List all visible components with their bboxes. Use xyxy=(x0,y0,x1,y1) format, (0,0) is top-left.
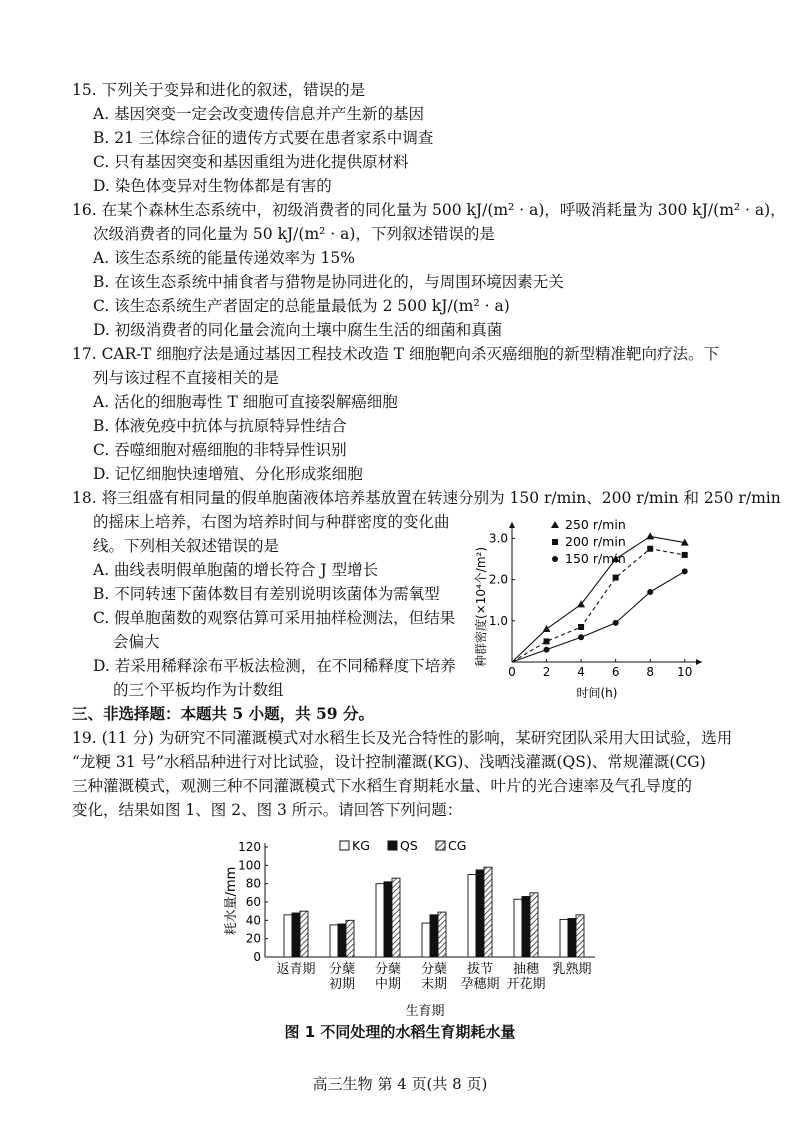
x-tick-label: 8 xyxy=(646,665,655,679)
y-tick-label: 40 xyxy=(245,913,261,928)
series-point-0 xyxy=(543,625,551,632)
category-label: 乳熟期 xyxy=(552,962,592,977)
legend-marker-2 xyxy=(552,556,558,562)
figure-1-caption: 图 1 不同处理的水稻生育期耗水量 xyxy=(284,1023,516,1041)
bar-KG xyxy=(514,899,522,957)
q16-option-b: B. 在该生态系统中捕食者与猎物是协同进化的，与周围环境因素无关 xyxy=(93,273,564,291)
bar-chart-ylabel: 耗水量/mm xyxy=(224,866,239,936)
q17-option-a: A. 活化的细胞毒性 T 细胞可直接裂解癌细胞 xyxy=(93,393,398,411)
bar-QS xyxy=(384,882,392,957)
series-point-1 xyxy=(647,546,653,552)
series-point-1 xyxy=(613,575,619,581)
legend-marker-0 xyxy=(551,521,559,528)
legend-label-1: 200 r/min xyxy=(565,534,626,549)
series-point-0 xyxy=(646,532,654,539)
x-tick-label: 10 xyxy=(677,665,693,679)
x-tick-label: 0 xyxy=(508,665,516,679)
category-label: 初期 xyxy=(328,977,356,992)
q17-option-d: D. 记忆细胞快速增殖、分化形成浆细胞 xyxy=(93,465,363,483)
y-tick-label: 60 xyxy=(245,895,261,909)
legend-label-QS: QS xyxy=(400,838,418,853)
y-tick-label: 120 xyxy=(238,840,261,854)
q18-option-b: B. 不同转速下菌体数目有差别说明该菌体为需氧型 xyxy=(93,585,440,603)
bar-CG xyxy=(530,893,538,957)
q18-stem-line1: 18. 将三组盛有相同量的假单胞菌液体培养基放置在转速分别为 150 r/min、200 r/min 和 250 r/min xyxy=(72,489,781,507)
y-tick-label: 2.0 xyxy=(488,572,508,587)
series-point-1 xyxy=(544,638,550,644)
bar-chart-xlabel: 生育期 xyxy=(405,1004,445,1019)
category-label: 分蘖 xyxy=(420,962,448,977)
q18-option-d-line2: 的三个平板均作为计数组 xyxy=(113,681,284,699)
category-label: 末期 xyxy=(420,977,448,992)
y-tick-label: 0 xyxy=(253,950,261,964)
bar-KG xyxy=(560,919,568,957)
category-label: 抽穗 xyxy=(512,962,540,977)
category-label: 返青期 xyxy=(276,962,316,977)
x-tick-label: 2 xyxy=(542,665,551,679)
q17-option-b: B. 体液免疫中抗体与抗原特异性结合 xyxy=(93,417,347,435)
page-footer: 高三生物 第 4 页(共 8 页) xyxy=(312,1075,488,1093)
q19-line4: 变化，结果如图 1、图 2、图 3 所示。请回答下列问题： xyxy=(72,801,463,819)
category-label: 拔节 xyxy=(466,962,494,977)
q16-stem-line2: 次级消费者的同化量为 50 kJ/(m² · a)，下列叙述错误的是 xyxy=(93,225,495,243)
y-tick-label: 100 xyxy=(238,858,261,873)
q15-option-b: B. 21 三体综合征的遗传方式要在患者家系中调查 xyxy=(93,129,434,147)
bar-CG xyxy=(484,867,492,957)
q18-option-c-line2: 会偏大 xyxy=(113,633,160,651)
bar-CG xyxy=(392,878,400,957)
bar-KG xyxy=(422,923,430,957)
y-tick-label: 80 xyxy=(245,876,261,891)
q19-line2: “龙粳 31 号”水稻品种进行对比试验，设计控制灌溉(KG)、浅晒浅灌溉(QS)、常规灌溉(CG) xyxy=(72,753,706,771)
line-chart-ylabel: 种群密度(×10⁴个/m²) xyxy=(474,546,488,668)
category-label: 开花期 xyxy=(506,977,546,992)
bar-QS xyxy=(568,919,576,958)
category-label: 孕穗期 xyxy=(460,977,500,992)
bar-KG xyxy=(468,875,476,958)
bar-QS xyxy=(476,870,484,957)
q18-option-c-line1: C. 假单胞菌数的观察估算可采用抽样检测法，但结果 xyxy=(93,609,456,627)
series-point-2 xyxy=(613,620,619,626)
q18-stem-line3: 线。下列相关叙述错误的是 xyxy=(93,537,280,555)
bar-QS xyxy=(338,924,346,957)
water-consumption-bar-chart xyxy=(215,833,595,1021)
q17-stem-line2: 列与该过程不直接相关的是 xyxy=(93,369,280,387)
series-point-2 xyxy=(544,647,550,653)
population-density-line-chart xyxy=(455,515,710,700)
bar-CG xyxy=(438,912,446,957)
bar-CG xyxy=(346,920,354,957)
y-tick-label: 3.0 xyxy=(488,531,508,546)
legend-swatch-QS xyxy=(388,841,397,850)
bar-CG xyxy=(576,915,584,957)
legend-swatch-CG xyxy=(436,841,445,850)
series-point-2 xyxy=(578,634,584,640)
q18-stem-line2: 的摇床上培养，右图为培养时间与种群密度的变化曲 xyxy=(93,513,450,531)
bar-QS xyxy=(430,915,438,957)
q16-option-d: D. 初级消费者的同化量会流向土壤中腐生生活的细菌和真菌 xyxy=(93,321,503,339)
q18-option-a: A. 曲线表明假单胞菌的增长符合 J 型增长 xyxy=(93,561,379,579)
series-line-2 xyxy=(512,571,685,662)
series-point-1 xyxy=(578,624,584,630)
q15-option-d: D. 染色体变异对生物体都是有害的 xyxy=(93,177,332,195)
q18-option-d-line1: D. 若采用稀释涂布平板法检测，在不同稀释度下培养 xyxy=(93,657,456,675)
category-label: 中期 xyxy=(374,977,402,992)
q16-stem-line1: 16. 在某个森林生态系统中，初级消费者的同化量为 500 kJ/(m² · a)，呼吸消耗量为 300 kJ/(m² · a)， xyxy=(72,201,786,219)
series-point-2 xyxy=(647,589,653,595)
y-tick-label: 20 xyxy=(245,931,261,946)
x-axis-arrow xyxy=(696,659,702,665)
bar-QS xyxy=(522,897,530,958)
x-tick-label: 4 xyxy=(577,665,585,679)
q17-option-c: C. 吞噬细胞对癌细胞的非特异性识别 xyxy=(93,441,347,459)
legend-label-0: 250 r/min xyxy=(565,517,626,532)
x-tick-label: 6 xyxy=(611,665,620,679)
y-axis-arrow xyxy=(509,522,515,528)
legend-swatch-KG xyxy=(340,841,349,850)
category-label: 分蘖 xyxy=(374,962,402,977)
legend-label-KG: KG xyxy=(352,838,370,853)
bar-KG xyxy=(284,915,292,957)
series-point-1 xyxy=(682,552,688,558)
bar-KG xyxy=(330,925,338,957)
legend-label-2: 150 r/min xyxy=(565,551,626,566)
bar-KG xyxy=(376,884,384,957)
q16-option-c: C. 该生态系统生产者固定的总能量最低为 2 500 kJ/(m² · a) xyxy=(93,297,510,315)
legend-marker-1 xyxy=(552,539,558,545)
bar-QS xyxy=(292,913,300,957)
q15-option-a: A. 基因突变一定会改变遗传信息并产生新的基因 xyxy=(93,105,425,123)
q17-stem-line1: 17. CAR-T 细胞疗法是通过基因工程技术改造 T 细胞靶向杀灭癌细胞的新型精准靶向疗法。下 xyxy=(72,345,719,363)
category-label: 分蘖 xyxy=(328,962,356,977)
legend-label-CG: CG xyxy=(448,838,467,853)
y-tick-label: 1.0 xyxy=(488,613,508,628)
bar-CG xyxy=(300,911,308,957)
q16-option-a: A. 该生态系统的能量传递效率为 15% xyxy=(93,249,355,267)
line-chart-xlabel: 时间(h) xyxy=(576,686,618,700)
q19-line1: 19. (11 分) 为研究不同灌溉模式对水稻生长及光合特性的影响，某研究团队采用大田试验，选用 xyxy=(72,729,733,747)
q15-option-c: C. 只有基因突变和基因重组为进化提供原材料 xyxy=(93,153,409,171)
series-point-2 xyxy=(682,568,688,574)
q15-stem: 15. 下列关于变异和进化的叙述，错误的是 xyxy=(72,81,366,99)
q19-line3: 三种灌溉模式，观测三种不同灌溉模式下水稻生育期耗水量、叶片的光合速率及气孔导度的 xyxy=(72,777,693,795)
section-3-heading: 三、非选择题：本题共 5 小题，共 59 分。 xyxy=(72,704,374,723)
